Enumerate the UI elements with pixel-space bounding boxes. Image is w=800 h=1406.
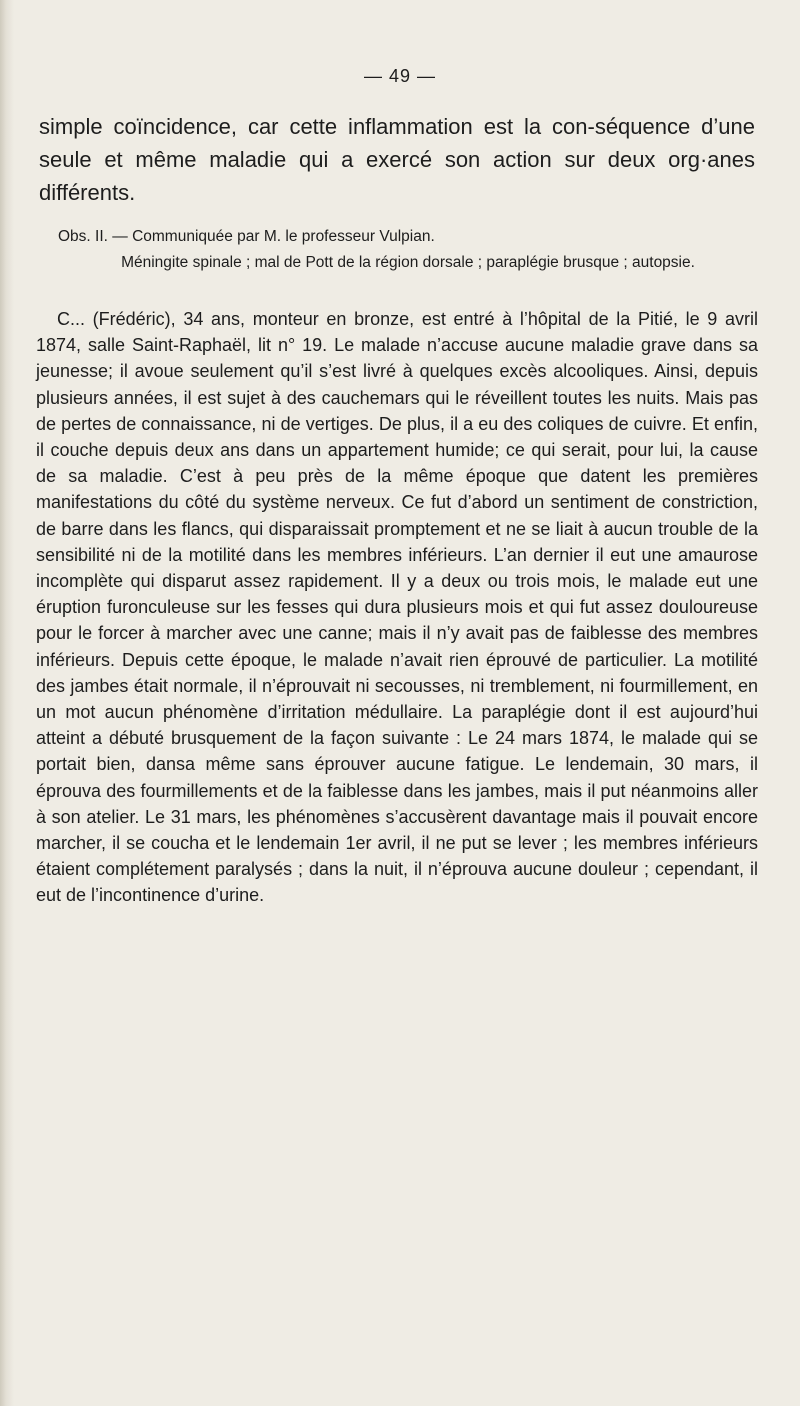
- page-number: — 49 —: [363, 66, 437, 86]
- observation-heading: Obs. II. — Communiquée par M. le professeur Vulpian.: [58, 228, 435, 245]
- case-paragraph: C... (Frédéric), 34 ans, monteur en bronze, est entré à l’hôpital de la Pitié, le 9 avril 1874, salle Saint-Raphaël, lit n° 19. Le malade n’accuse aucune maladie grave dans sa jeunesse; il avoue seulement qu’il s’est livré à quelques excès alcooliques. Ainsi, depuis plusieurs années, il est sujet à des cauchemars qui le réveillent toutes les nuits. Mais pas de pertes de connaissance, ni de vertiges. De plus, il a eu des coliques de cuivre. Et enfin, il couche depuis deux ans dans un appartement humide; ce qui serait, pour lui, la cause de sa maladie. C’est à peu près de la même époque que datent les premières manifestations du côté du système nerveux. Ce fut d’abord un sentiment de constriction, de barre dans les flancs, qui disparaissait promptement et ne se liait à aucun trouble de la sensibilité ni de la motilité dans les membres inférieurs. L’an dernier il eut une amaurose incomplète qui disparut assez rapidement. Il y a deux ou trois mois, le malade eut une éruption furonculeuse sur les fesses qui dura plusieurs mois et qui fut assez douloureuse pour le forcer à marcher avec une canne; mais il n’y avait pas de faiblesse des membres inférieurs. Depuis cette époque, le malade n’avait rien éprouvé de particulier. La motilité des jambes était normale, il n’éprouvait ni secousses, ni tremblement, ni fourmillement, en un mot aucun phénomène d’irritation médullaire. La paraplégie dont il est aujourd’hui atteint a débuté brusquement de la façon suivante : Le 24 mars 1874, le malade qui se portait bien, dansa même sans éprouver aucune fatigue. Le lendemain, 30 mars, il éprouva des fourmillements et de la faiblesse dans les jambes, mais il put néanmoins aller à son atelier. Le 31 mars, les phénomènes s’accusèrent davantage mais il pouvait encore marcher, il se coucha et le lendemain 1er avril, il ne put se lever ; les membres inférieurs étaient complétement paralysés ; dans la nuit, il n’éprouva aucune douleur ; cependant, il eut de l’incontinence d’urine.: [36, 309, 758, 906]
- observation-subtitle: Méningite spinale ; mal de Pott de la région dorsale ; paraplégie brusque ; autopsie.: [121, 254, 695, 271]
- case-description: [36, 306, 758, 909]
- lead-paragraph: simple coïncidence, car cette inflammation est la con-séquence d’une seule et même maladie qui a exercé son action sur deux org·anes différents.: [39, 114, 755, 205]
